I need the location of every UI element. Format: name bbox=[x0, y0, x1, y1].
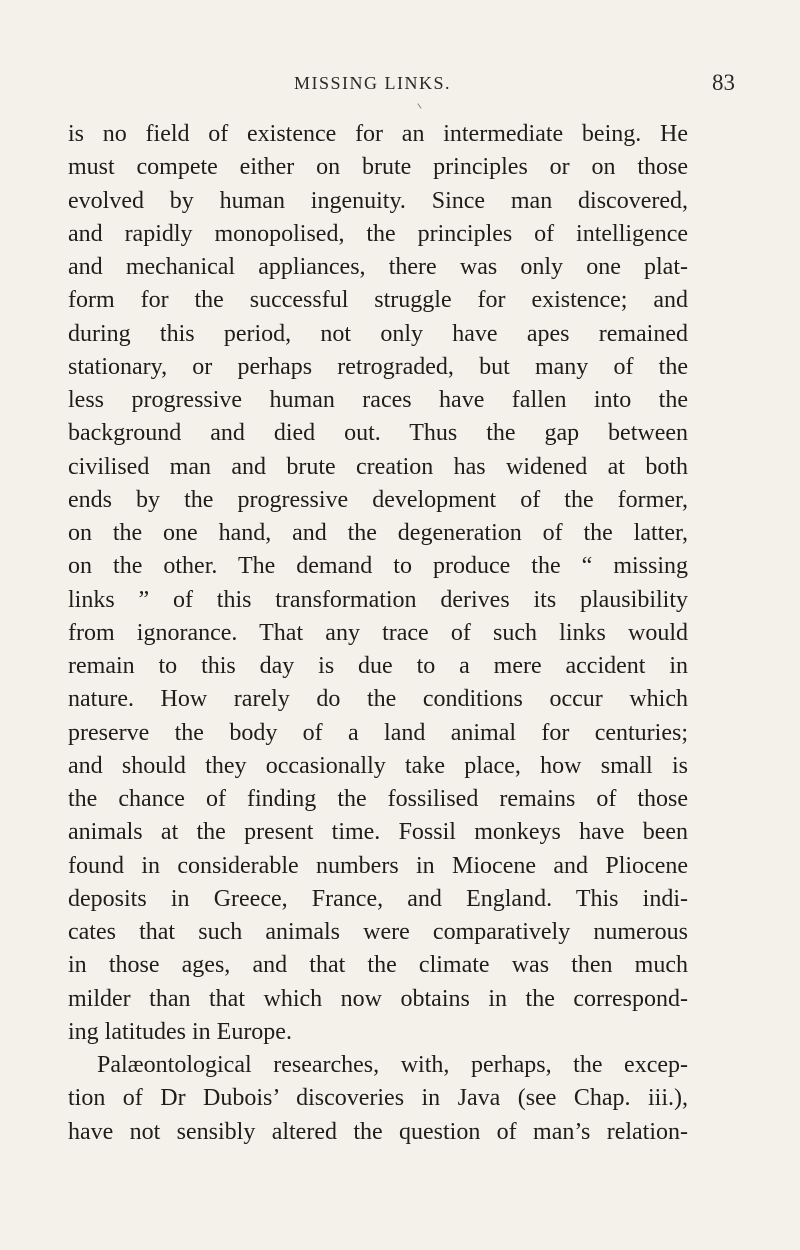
text-line: ing latitudes in Europe. bbox=[68, 1018, 292, 1045]
print-mark bbox=[417, 103, 421, 108]
text-line: found in considerable numbers in Miocene and Pliocene bbox=[68, 852, 688, 879]
text-line: tion of Dr Dubois’ discoveries in Java (see Chap. iii.), bbox=[68, 1085, 688, 1112]
text-line: deposits in Greece, France, and England. This indi- bbox=[68, 885, 688, 912]
text-line: must compete either on brute principles or on those bbox=[68, 154, 688, 181]
text-line: remain to this day is due to a mere accident in bbox=[68, 653, 688, 679]
text-line: on the other. The demand to produce the “ missing bbox=[68, 553, 688, 580]
text-line: milder than that which now obtains in the correspond- bbox=[68, 985, 688, 1012]
text-line: cates that such animals were comparatively numerous bbox=[68, 919, 688, 945]
text-line: on the one hand, and the degeneration of the latter, bbox=[68, 520, 688, 546]
paragraph-1 bbox=[68, 118, 688, 1049]
text-line: background and died out. Thus the gap between bbox=[68, 420, 688, 447]
text-line: ends by the progressive development of the former, bbox=[68, 486, 688, 513]
text-line: in those ages, and that the climate was then much bbox=[68, 952, 688, 979]
text-line: is no field of existence for an intermediate being. He bbox=[68, 121, 688, 147]
text-line: and should they occasionally take place, how small is bbox=[68, 752, 688, 779]
text-line: have not sensibly altered the question of man’s relation- bbox=[68, 1118, 688, 1145]
body-text bbox=[68, 118, 688, 1149]
text-line: and mechanical appliances, there was only one plat- bbox=[68, 254, 688, 280]
text-line: preserve the body of a land animal for centuries; bbox=[68, 719, 688, 746]
text-line: Palæontological researches, with, perhaps, the excep- bbox=[97, 1052, 688, 1078]
text-line: nature. How rarely do the conditions occur which bbox=[68, 686, 688, 713]
page-number: 83 bbox=[712, 70, 735, 95]
text-line: form for the successful struggle for existence; and bbox=[68, 287, 688, 314]
text-line: animals at the present time. Fossil monkeys have been bbox=[68, 819, 688, 846]
text-line: evolved by human ingenuity. Since man discovered, bbox=[68, 187, 688, 214]
running-title: MISSING LINKS. bbox=[294, 73, 452, 93]
text-line: from ignorance. That any trace of such links would bbox=[68, 619, 688, 646]
text-line: the chance of finding the fossilised remains of those bbox=[68, 786, 688, 812]
text-line: less progressive human races have fallen into the bbox=[68, 387, 688, 413]
text-line: stationary, or perhaps retrograded, but many of the bbox=[68, 353, 688, 380]
running-head bbox=[0, 70, 800, 97]
text-line: and rapidly monopolised, the principles of intelligence bbox=[68, 220, 688, 247]
text-line: during this period, not only have apes remained bbox=[68, 320, 688, 347]
text-line: civilised man and brute creation has widened at both bbox=[68, 453, 688, 480]
paragraph-2 bbox=[68, 1049, 688, 1149]
text-line: links ” of this transformation derives its plausibility bbox=[68, 586, 688, 613]
